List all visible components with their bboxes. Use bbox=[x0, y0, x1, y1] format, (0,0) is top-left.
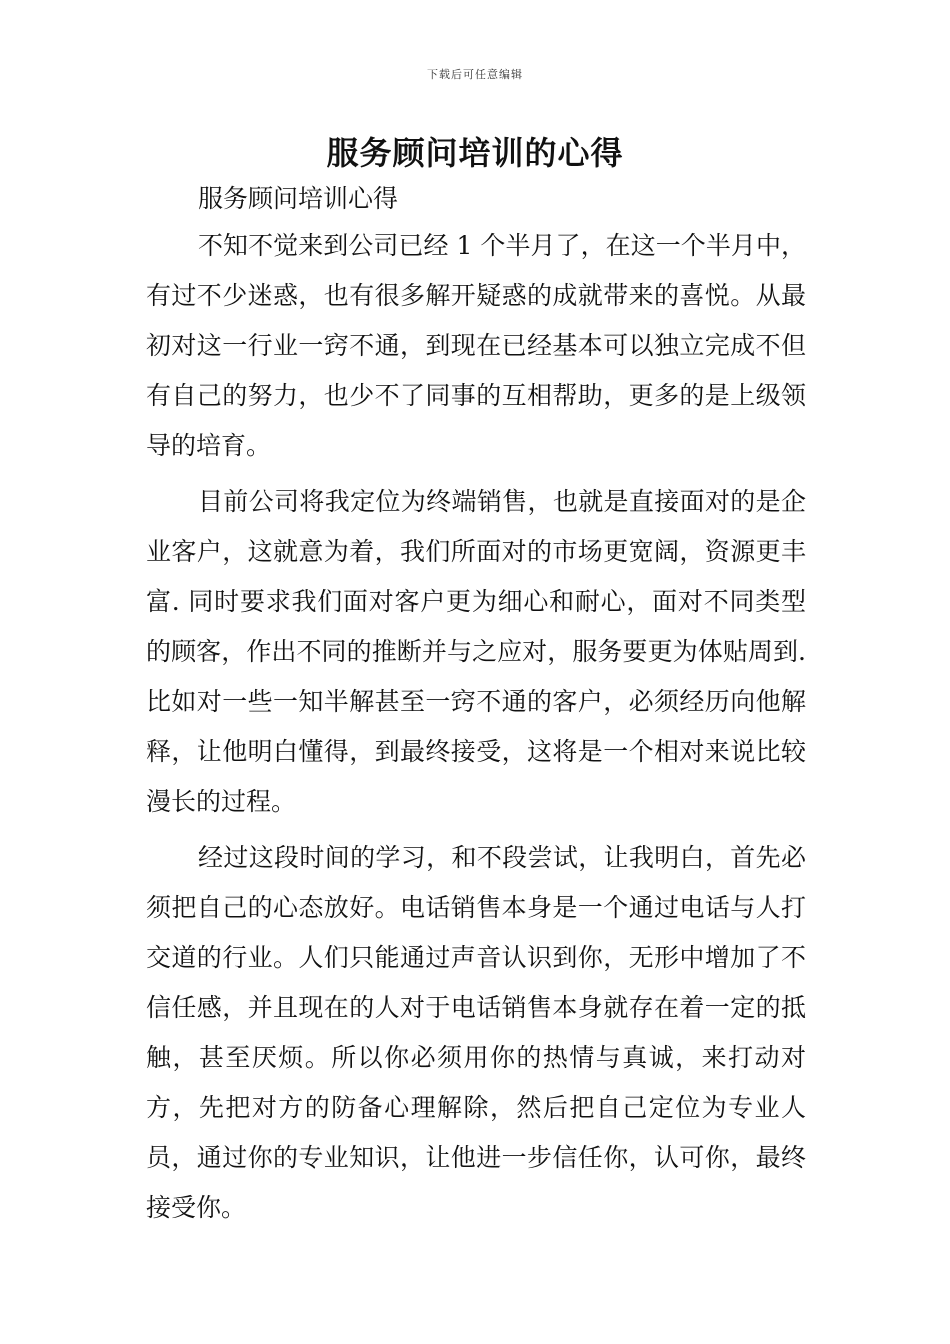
paragraph-1: 不知不觉来到公司已经 1 个半月了，在这一个半月中，有过不少迷惑，也有很多解开疑惑的成就带来的喜悦。从最初对这一行业一窍不通，到现在已经基本可以独立完成不但有自己的努力，也少不了同事的互相帮助，更多的是上级领导的培育。 bbox=[146, 231, 806, 460]
paragraph-2: 目前公司将我定位为终端销售，也就是直接面对的是企业客户，这就意为着，我们所面对的市场更宽阔，资源更丰富. 同时要求我们面对客户更为细心和耐心，面对不同类型的顾客，作出不同的推断并与之应对，服务要更为体贴周到. 比如对一些一知半解甚至一窍不通的客户，必须经历向他解释，让他明白懂得，到最终接受，这将是一个相对来说比较漫长的过程。 bbox=[146, 487, 806, 816]
document-title: 服务顾问培训的心得 bbox=[326, 134, 624, 172]
paragraph-3: 经过这段时间的学习，和不段尝试，让我明白，首先必须把自己的心态放好。电话销售本身是一个通过电话与人打交道的行业。人们只能通过声音认识到你，无形中增加了不信任感，并且现在的人对于电话销售本身就存在着一定的抵触，甚至厌烦。所以你必须用你的热情与真诚，来打动对方，先把对方的防备心理解除，然后把自己定位为专业人员，通过你的专业知识，让他进一步信任你，认可你，最终接受你。 bbox=[146, 843, 806, 1222]
document-body bbox=[146, 177, 806, 1233]
header-note: 下载后可任意编辑 bbox=[427, 68, 523, 81]
document-subtitle: 服务顾问培训心得 bbox=[198, 184, 399, 213]
